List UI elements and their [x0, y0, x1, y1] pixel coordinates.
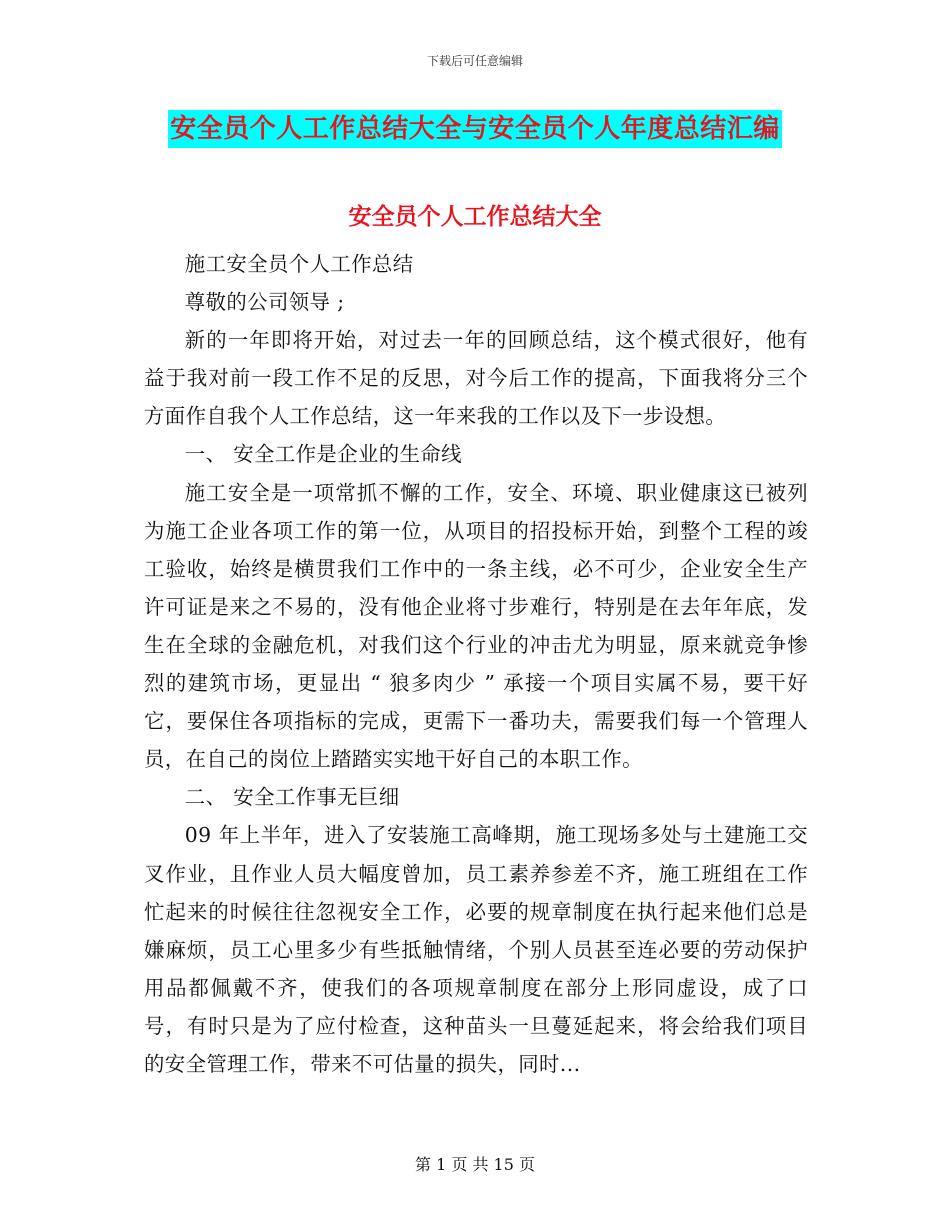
paragraph-section-2: 09 年上半年，进入了安装施工高峰期，施工现场多处与土建施工交叉作业，且作业人员大幅度曾加，员工素养参差不齐，施工班组在工作忙起来的时候往往忽视安全工作，必要的规章制度在执行起来他们总是嫌麻烦，员工心里多少有些抵触情绪，个别人员甚至连必要的劳动保护用品都佩戴不齐，使我们的各项规章制度在部分上形同虚设，成了口号，有时只是为了应付检查，这种苗头一旦蔓延起来，将会给我们项目的安全管理工作，带来不可估量的损失，同时... — [144, 823, 808, 1076]
paragraph-subtitle: 施工安全员个人工作总结 — [184, 252, 414, 276]
paragraph-section-1: 施工安全是一项常抓不懈的工作，安全、环境、职业健康这已被列为施工企业各项工作的第一位，从项目的招投标开始，到整个工程的竣工验收，始终是横贯我们工作中的一条主线，必不可少，企业安全生产许可证是来之不易的，没有他企业将寸步难行，特别是在去年年底，发生在全球的金融危机，对我们这个行业的冲击尤为明显，原来就竞争惨烈的建筑市场，更显出 “ 狼多肉少 ” 承接一个项目实属不易，要干好它，要保住各项指标的完成，更需下一番功夫，需要我们每一个管理人员，在自己的岗位上踏踏实实地干好自己的本职工作。 — [144, 480, 808, 772]
page-footer: 第 1 页 共 15 页 — [415, 1155, 535, 1174]
document-body — [144, 245, 808, 1083]
document-main-title: 安全员个人工作总结大全与安全员个人年度总结汇编 — [168, 110, 782, 148]
paragraph-heading-2: 二、 安全工作事无巨细 — [184, 785, 400, 810]
section-title: 安全员个人工作总结大全 — [348, 204, 602, 230]
main-title-container — [0, 110, 950, 148]
paragraph-intro: 新的一年即将开始，对过去一年的回顾总结，这个模式很好，他有益于我对前一段工作不足的反思，对今后工作的提高，下面我将分三个方面作自我个人工作总结，这一年来我的工作以及下一步设想。 — [144, 328, 808, 429]
paragraph-heading-1: 一、 安全工作是企业的生命线 — [184, 442, 462, 467]
paragraph-salutation: 尊敬的公司领导 ; — [184, 290, 345, 315]
page-header-note: 下载后可任意编辑 — [426, 54, 523, 68]
